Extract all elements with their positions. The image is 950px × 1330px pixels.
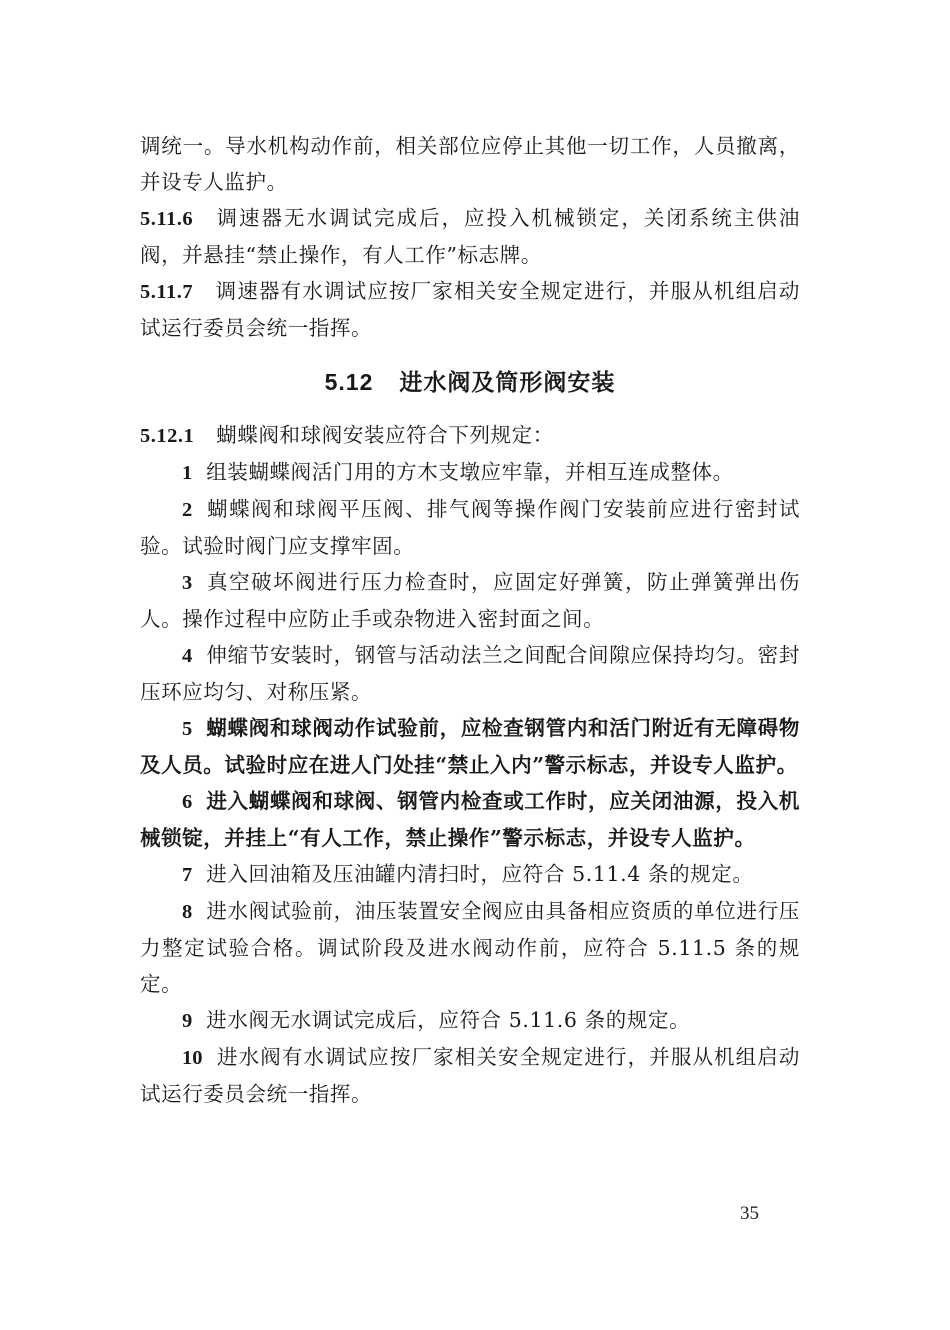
clause-number: 5.12.1: [140, 425, 195, 447]
clause-5-11-6: [140, 200, 800, 273]
item-text: 真空破坏阀进行压力检查时，应固定好弹簧，防止弹簧弹出伤人。操作过程中应防止手或杂物进入密封面之间。: [140, 570, 800, 631]
item-number: 5: [182, 718, 193, 740]
clause-text: 调速器有水调试应按厂家相关安全规定进行，并服从机组启动试运行委员会统一指挥。: [140, 279, 800, 340]
item-text: 组装蝴蝶阀活门用的方木支墩应牢靠，并相互连成整体。: [206, 460, 734, 484]
item-text: 进水阀无水调试完成后，应符合 5.11.6 条的规定。: [206, 1008, 691, 1032]
list-item-3: [140, 564, 800, 637]
item-number: 10: [182, 1047, 203, 1069]
item-text: 进水阀有水调试应按厂家相关安全规定进行，并服从机组启动试运行委员会统一指挥。: [140, 1045, 800, 1106]
list-item-10: [140, 1039, 800, 1112]
clause-number: 5.11.7: [140, 281, 194, 303]
continuation-paragraph: 调统一。导水机构动作前，相关部位应停止其他一切工作，人员撤离，并设专人监护。: [140, 134, 800, 194]
item-number: 4: [182, 645, 193, 667]
section-number: 5.12: [324, 369, 374, 395]
list-item-8: [140, 893, 800, 1002]
item-number: 2: [182, 499, 193, 521]
clause-5-11-7: [140, 273, 800, 346]
item-text: 进入回油箱及压油罐内清扫时，应符合 5.11.4 条的规定。: [206, 862, 754, 886]
item-text: 蝴蝶阀和球阀动作试验前，应检查钢管内和活门附近有无障碍物及人员。试验时应在进人门处挂“禁止入内”警示标志，并设专人监护。: [140, 716, 800, 777]
clause-text: 蝴蝶阀和球阀安装应符合下列规定：: [216, 423, 554, 447]
item-number: 9: [182, 1010, 193, 1032]
list-item-7: [140, 856, 800, 893]
item-number: 6: [182, 791, 193, 813]
section-heading: [140, 364, 800, 401]
item-number: 1: [182, 462, 193, 484]
list-item-1: [140, 454, 800, 491]
item-text: 进入蝴蝶阀和球阀、钢管内检查或工作时，应关闭油源，投入机械锁锭，并挂上“有人工作，禁止操作”警示标志，并设专人监护。: [140, 789, 800, 850]
list-item-9: [140, 1002, 800, 1039]
list-item-4: [140, 637, 800, 710]
clause-text: 调速器无水调试完成后，应投入机械锁定，关闭系统主供油阀，并悬挂“禁止操作，有人工作”标志牌。: [140, 206, 800, 267]
item-text: 进水阀试验前，油压装置安全阀应由具备相应资质的单位进行压力整定试验合格。调试阶段及进水阀动作前，应符合 5.11.5 条的规定。: [140, 899, 800, 996]
section-title-text: 进水阀及筒形阀安装: [399, 370, 616, 396]
clause-number: 5.11.6: [140, 208, 194, 230]
item-number: 3: [182, 572, 193, 594]
item-number: 7: [182, 864, 193, 886]
document-body: [140, 128, 800, 1112]
clause-5-12-1: [140, 417, 800, 454]
page-number: 35: [740, 1203, 759, 1224]
item-text: 伸缩节安装时，钢管与活动法兰之间配合间隙应保持均匀。密封压环应均匀、对称压紧。: [140, 643, 800, 704]
item-number: 8: [182, 901, 193, 923]
list-item-5: [140, 710, 800, 783]
list-item-6: [140, 783, 800, 856]
item-text: 蝴蝶阀和球阀平压阀、排气阀等操作阀门安装前应进行密封试验。试验时阀门应支撑牢固。: [140, 497, 800, 558]
list-item-2: [140, 491, 800, 564]
